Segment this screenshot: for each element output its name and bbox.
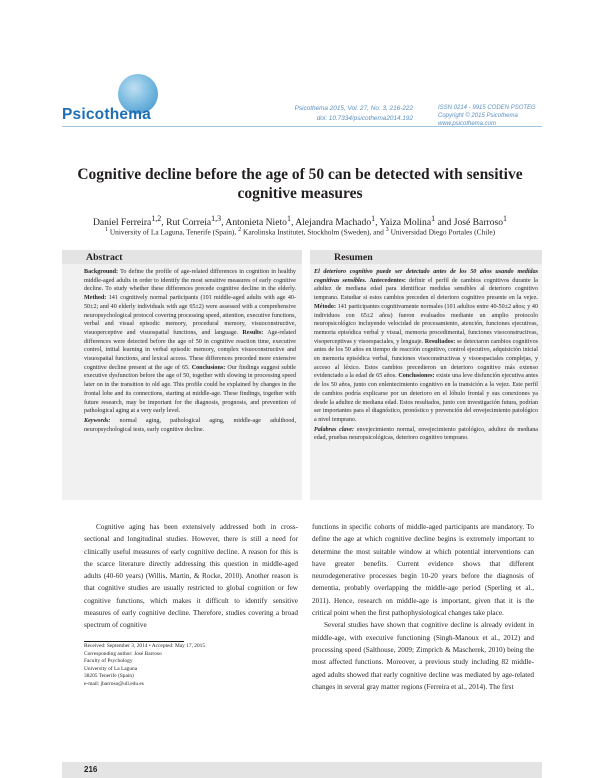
- body-paragraph: Cognitive aging has been extensively addressed both in cross-sectional and longitudinal studies. However, there is still a need for clinically useful measures of early cognitive decline. A reason for this is the scarce literature directly addressing this question in middle-aged adults (40-60 years) (Willis, Martin, & Rocke, 2010). Another reason is that cognitive studies are usually restricted to global cognition or few cognitive functions, which makes it difficult to identify sensitive measures of early cognitive decline. Therefore, studies covering a broad spectrum of cognitive: [84, 523, 298, 630]
- citation: [263, 104, 413, 123]
- metodo-text: 141 participantes cognitivamente normales (101 adultos entre 40-50±2 años; y 40 individuos con 65±2 años) fueron evaluados mediante un amplio protocolo neuropsicológico incluyendo velocidad de procesamiento, atención, funciones ejecutivas, memoria episódica verbal y visual, memoria procedimental, funciones visoconstructivas, visoperceptivas y visoespaciales, y lenguaje.: [314, 303, 538, 345]
- background-label: Background:: [84, 269, 119, 275]
- keywords: [84, 417, 296, 434]
- email[interactable]: e-mail: jbarroso@ull.edu.es: [84, 680, 144, 687]
- method-label: Method:: [84, 295, 107, 302]
- footnote-rule: [84, 641, 184, 642]
- method-text: 141 cognitively normal participants (101 middle-aged adults with age 40-50±2; and 40 elderly individuals with age 65±2) were assessed with a comprehensive neuropsychological protocol covering processing speed, attention, executive functions, verbal and visual episodic memory, procedural memory, visuoconstructive, visuoperceptive and visuospatial functions, and language.: [84, 295, 296, 336]
- citation-doi[interactable]: doi: 10.7334/psicothema2014.192: [316, 114, 413, 122]
- page-footer-bar: [62, 762, 542, 778]
- results-text: Age-related differences were detected before the age of 50 in cognitive reaction time, executive control, initial learning in verbal episodic memory, complex visuoconstructive and visuospatial functions, and lexical access. These differences preceded more extensive cognitive decline present at the age of 65.: [84, 329, 296, 371]
- issn-line: ISSN 0214 - 9915 CODEN PSOTEG: [438, 105, 536, 111]
- resultados-text: se detectaron cambios cognitivos antes de los 50 años en tiempo de reacción cognitivo, control ejecutivo, adquisición inicial en memoria episódica verbal, funciones visoconstructivas y visoespaciales complejas, y acceso al léxico. Estos cambios precedieron un deterioro cognitivo más extenso evidenciado a la edad de 65 años.: [314, 338, 539, 380]
- background-text: To define the profile of age-related differences in cognition in healthy middle-aged adults in order to identify the most sensitive measures of early cognitive decline. To study whether these differences precede cognitive decline in the elderly.: [84, 269, 296, 293]
- article-affiliations: $^1$ University of La Laguna, Tenerife (Spain), $^2$ Karolinska Institutet, Stockholm (Sweden), and $^3$ Universidad Diego Portales (Chile): [104, 227, 496, 237]
- metodo-label: Método:: [314, 303, 336, 310]
- palabras-label: Palabras clave:: [314, 426, 355, 433]
- resultados-label: Resultados:: [424, 338, 456, 345]
- keywords-text: normal aging, pathological aging, middle-age adulthood, neuropsychological tests, early cognitive decline.: [84, 417, 296, 433]
- body-paragraph: functions in specific cohorts of middle-aged participants are mandatory. To define the age at which cognitive decline begins is extremely important to determine the most suitable window at which potential interventions can have greater benefits. Current evidence shows that different neurodegenerative processes begin 10-20 years before the diagnosis of dementia, probably overlapping the middle-age period (Sperling et al., 2011). Hence, research on middle-age is important, given that it is the critical point when the first pathophysiological changes take place.: [312, 523, 534, 618]
- copyright-line: Copyright © 2015 Psicothema: [438, 113, 518, 119]
- antecedentes-text: definir el perfil de cambios cognitivos durante la adultez de mediana edad para identificar medidas sensibles al deterioro cognitivo temprano. Estudiar si estos cambios preceden el deterioro cognitivo presente en la vejez.: [314, 277, 538, 302]
- received-date: Received: September 3, 2014 • Accepted: May 17, 2015: [84, 643, 206, 649]
- issn-block: [438, 104, 558, 128]
- abstract-heading: Abstract: [62, 250, 302, 264]
- palabras-text: envejecimiento normal, envejecimiento patológico, adultez de mediana edad, pruebas neuropsicológicas, deterioro cognitivo temprano.: [314, 426, 538, 442]
- keywords-label: Keywords:: [84, 417, 111, 424]
- conclusiones-text: existe una leve disfunción ejecutiva antes de los 50 años, junto con enlentecimiento cognitivo en la transición a la vejez. Este perfil de cambios podría explicarse por un deterioro en el lóbulo frontal y sus conexiones ya desde la adultez de mediana edad. Estos resultados, junto con investigación futura, podrían ser importantes para el diagnóstico, pronóstico y prevención del envejecimiento patológico a nivel temprano.: [314, 373, 538, 423]
- conclusiones-label: Conclusiones:: [398, 373, 435, 380]
- resumen-text: [314, 268, 538, 443]
- conclusions-text: Our findings suggest subtle executive dysfunction before the age of 50, together with slowing in processing speed later on in the transition to old age. This profile could be explained by changes in the frontal lobe and its connections, starting at middle-age. These findings, together with future research, may be important for the diagnosis, prognosis, and prevention of pathological aging at a very early level.: [84, 364, 296, 415]
- journal-website[interactable]: www.psicothema.com: [438, 121, 497, 127]
- body-paragraph: Several studies have shown that cognitive decline is already evident in middle-age, with executive functioning (Singh-Manoux et al., 2012) and processing speed (Salthouse, 2009; Zimprich & Mascherek, 2010) being the most affected functions. Moreover, a previous study including 82 middle-aged adults showed that early cognitive decline was mediated by age-related changes in several gray matter regions (Ferreira et al., 2014). The first: [312, 621, 534, 691]
- journal-logo: [62, 68, 262, 134]
- university: University of La Laguna: [84, 665, 138, 672]
- faculty: Faculty of Psychology: [84, 658, 133, 665]
- conclusions-label: Conclusions:: [191, 364, 226, 371]
- body-column-right: [312, 521, 534, 757]
- palabras-clave: [314, 426, 538, 443]
- antecedentes-label: Antecedentes:: [369, 277, 406, 284]
- article-authors: Daniel Ferreira$^{1,2}$, Rut Correia$^{1,3}$, Antonieta Nieto$^1$, Alejandra Machado$^1$, Yaiza Molina$^1$ and José Barroso$^1$: [92, 214, 508, 229]
- footnote: [84, 643, 298, 689]
- abstract-text: [84, 268, 296, 434]
- corresponding-author: Corresponding author: José Barroso: [84, 650, 162, 657]
- results-label: Results:: [242, 329, 264, 336]
- body-column-left: [84, 521, 298, 630]
- city: 38205 Tenerife (Spain): [84, 673, 134, 680]
- logo-text: Psicothema: [62, 106, 152, 123]
- citation-volume: Psicothema 2015, Vol. 27, No. 3, 216-222: [294, 105, 413, 112]
- article-title: Cognitive decline before the age of 50 can be detected with sensitive cognitive measures: [77, 166, 523, 202]
- page-number: 216: [84, 765, 98, 774]
- resumen-heading: Resumen: [310, 250, 542, 264]
- resumen-title: El deterioro cognitivo puede ser detectado antes de los 50 años usando medidas cognitivas sensibles.: [314, 269, 538, 284]
